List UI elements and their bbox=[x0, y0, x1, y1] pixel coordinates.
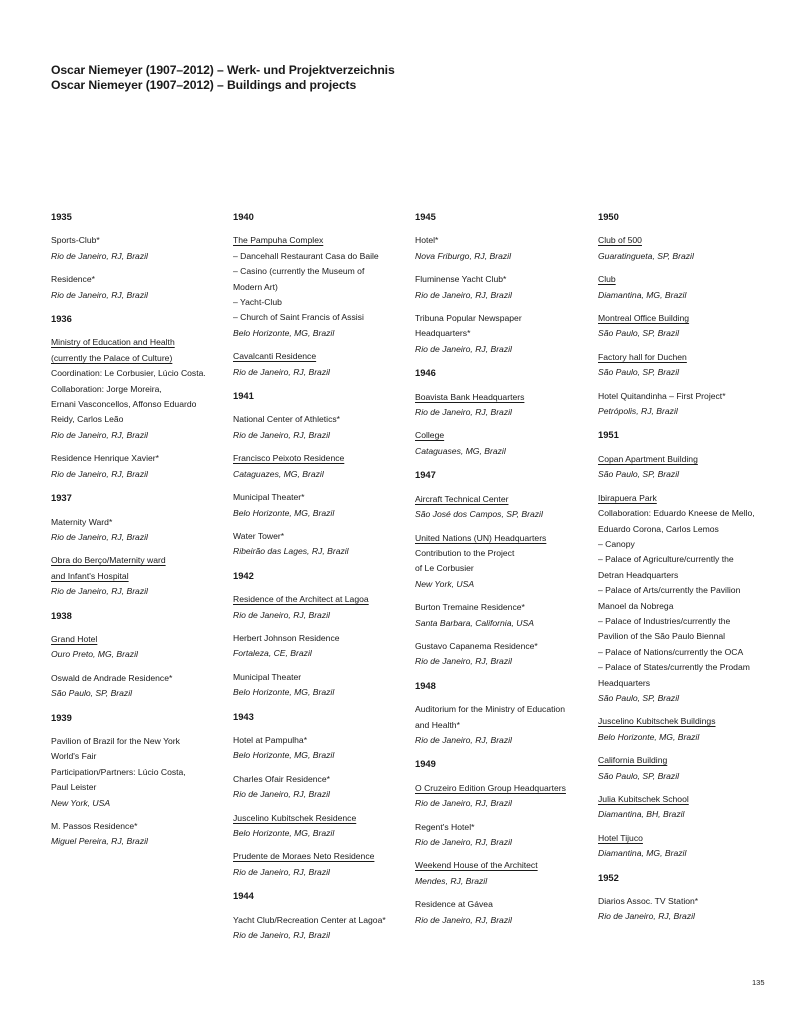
project-detail: – Canopy bbox=[598, 538, 635, 549]
project-location: Guaratingueta, SP, Brazil bbox=[598, 250, 694, 261]
project-title: The Pampuha Complex bbox=[233, 235, 324, 246]
project-location: Rio de Janeiro, RJ, Brazil bbox=[51, 250, 148, 261]
project-location: Rio de Janeiro, RJ, Brazil bbox=[415, 914, 512, 925]
year-heading: 1951 bbox=[598, 429, 619, 441]
project-location: Rio de Janeiro, RJ, Brazil bbox=[415, 289, 512, 300]
project-title: Oswald de Andrade Residence* bbox=[51, 672, 173, 683]
project-location: Rio de Janeiro, RJ, Brazil bbox=[51, 429, 148, 440]
project-location: Diamantina, MG, Brazil bbox=[598, 848, 687, 859]
year-heading: 1947 bbox=[415, 469, 436, 481]
project-location: São Paulo, SP, Brazil bbox=[51, 688, 133, 699]
project-location: New York, USA bbox=[51, 797, 111, 808]
project-detail: Coordination: Le Corbusier, Lúcio Costa. bbox=[51, 368, 206, 379]
project-entry bbox=[598, 452, 774, 483]
project-location: São Paulo, SP, Brazil bbox=[598, 469, 680, 480]
project-entry bbox=[233, 529, 409, 560]
project-title: Water Tower* bbox=[233, 530, 285, 541]
title-english: Oscar Niemeyer (1907–2012) – Buildings and projects bbox=[51, 78, 357, 92]
project-location: Rio de Janeiro, RJ, Brazil bbox=[598, 911, 695, 922]
project-title: Club of 500 bbox=[598, 235, 642, 246]
project-entry bbox=[51, 734, 227, 811]
year-heading: 1937 bbox=[51, 492, 72, 504]
project-entry bbox=[415, 639, 591, 670]
project-location: Rio de Janeiro, RJ, Brazil bbox=[415, 656, 512, 667]
project-title: Francisco Peixoto Residence bbox=[233, 453, 345, 464]
project-location: São Paulo, SP, Brazil bbox=[598, 770, 680, 781]
project-entry bbox=[598, 491, 774, 707]
project-title: Prudente de Moraes Neto Residence bbox=[233, 851, 375, 862]
project-title: Aircraft Technical Center bbox=[415, 493, 509, 504]
project-location: Belo Horizonte, MG, Brazil bbox=[233, 750, 335, 761]
project-detail: – Church of Saint Francis of Assisi bbox=[233, 312, 364, 323]
project-entry bbox=[415, 492, 591, 523]
project-entry bbox=[415, 702, 591, 748]
project-detail: Eduardo Corona, Carlos Lemos bbox=[598, 523, 719, 534]
project-title: Diarios Assoc. TV Station* bbox=[598, 896, 699, 907]
project-title: United Nations (UN) Headquarters bbox=[415, 532, 547, 543]
project-title: Municipal Theater bbox=[233, 671, 302, 682]
project-title: Ministry of Education and Health bbox=[51, 337, 175, 348]
project-entry bbox=[51, 335, 227, 443]
project-title: Boavista Bank Headquarters bbox=[415, 391, 525, 402]
project-location: Ribeirão das Lages, RJ, Brazil bbox=[233, 546, 349, 557]
project-location: Rio de Janeiro, RJ, Brazil bbox=[233, 366, 330, 377]
project-title: Herbert Johnson Residence bbox=[233, 632, 340, 643]
project-title: M. Passos Residence* bbox=[51, 821, 138, 831]
project-detail: Collaboration: Jorge Moreira, bbox=[51, 383, 162, 394]
project-title: National Center of Athletics* bbox=[233, 414, 341, 425]
project-detail: and Health* bbox=[415, 719, 460, 730]
project-entry bbox=[415, 820, 591, 851]
project-location: Diamantina, MG, Brazil bbox=[598, 289, 687, 300]
project-location: Rio de Janeiro, RJ, Brazil bbox=[415, 407, 512, 418]
project-entry bbox=[233, 670, 409, 701]
year-heading: 1939 bbox=[51, 711, 72, 723]
project-title: California Building bbox=[598, 755, 668, 766]
project-title: Julia Kubitschek School bbox=[598, 794, 689, 804]
project-entry bbox=[415, 897, 591, 928]
project-title: Juscelino Kubitschek Residence bbox=[233, 812, 357, 823]
project-title: Hotel Quitandinha – First Project* bbox=[598, 390, 726, 401]
project-title: Ibirapuera Park bbox=[598, 492, 657, 503]
project-location: Rio de Janeiro, RJ, Brazil bbox=[51, 531, 148, 542]
project-title: Factory hall for Duchen bbox=[598, 351, 687, 362]
project-detail: – Palace of Nations/currently the OCA bbox=[598, 646, 744, 657]
project-location: Cataguases, MG, Brazil bbox=[415, 445, 506, 456]
project-location: Belo Horizonte, MG, Brazil bbox=[233, 507, 335, 518]
project-location: Rio de Janeiro, RJ, Brazil bbox=[415, 734, 512, 745]
project-detail: – Palace of Arts/currently the Pavilion bbox=[598, 585, 741, 596]
project-detail: Headquarters bbox=[598, 677, 651, 688]
project-detail: – Dancehall Restaurant Casa do Baile bbox=[233, 250, 379, 261]
project-detail: Collaboration: Eduardo Kneese de Mello, bbox=[598, 508, 755, 519]
year-heading: 1945 bbox=[415, 211, 436, 222]
project-detail: Modern Art) bbox=[233, 281, 278, 292]
year-heading: 1949 bbox=[415, 758, 436, 770]
project-location: Belo Horizonte, MG, Brazil bbox=[233, 327, 335, 338]
project-title: Regent's Hotel* bbox=[415, 821, 475, 832]
column-2 bbox=[233, 207, 409, 951]
project-title: Charles Ofair Residence* bbox=[233, 773, 330, 784]
project-location: Nova Friburgo, RJ, Brazil bbox=[415, 250, 511, 261]
year-heading: 1936 bbox=[51, 313, 72, 325]
year-heading: 1946 bbox=[415, 367, 436, 379]
project-entry bbox=[51, 233, 227, 264]
project-title: Municipal Theater* bbox=[233, 492, 305, 503]
project-detail: – Palace of States/currently the Prodam bbox=[598, 662, 750, 673]
page-header bbox=[51, 63, 395, 93]
project-detail: Pavilion of the São Paulo Biennal bbox=[598, 631, 726, 642]
project-title: Hotel at Pampulha* bbox=[233, 734, 308, 745]
project-location: Rio de Janeiro, RJ, Brazil bbox=[233, 866, 330, 877]
project-entry bbox=[233, 811, 409, 842]
project-title: Weekend House of the Architect bbox=[415, 860, 538, 871]
project-title: Residence at Gávea bbox=[415, 899, 493, 910]
year-heading: 1950 bbox=[598, 211, 619, 222]
project-detail: – Palace of Agriculture/currently the bbox=[598, 554, 734, 565]
project-detail: – Casino (currently the Museum of bbox=[233, 266, 365, 277]
project-location: Rio de Janeiro, RJ, Brazil bbox=[233, 789, 330, 800]
project-title: Hotel Tijuco bbox=[598, 832, 643, 843]
project-location: São José dos Campos, SP, Brazil bbox=[415, 509, 543, 520]
project-location: São Paulo, SP, Brazil bbox=[598, 692, 680, 703]
project-entry bbox=[233, 849, 409, 880]
project-entry bbox=[51, 553, 227, 599]
project-location: Rio de Janeiro, RJ, Brazil bbox=[415, 798, 512, 809]
year-heading: 1938 bbox=[51, 609, 72, 621]
project-detail: of Le Corbusier bbox=[415, 563, 474, 574]
project-location: Fortaleza, CE, Brazil bbox=[233, 648, 312, 659]
project-detail: (currently the Palace of Culture) bbox=[51, 352, 173, 363]
project-entry bbox=[598, 753, 774, 784]
project-entry bbox=[598, 714, 774, 745]
project-detail: Reidy, Carlos Leão bbox=[51, 414, 124, 425]
project-entry bbox=[51, 632, 227, 663]
project-title: Tribuna Popular Newspaper bbox=[415, 313, 522, 324]
year-heading: 1940 bbox=[233, 211, 254, 222]
project-location: Cataguazes, MG, Brazil bbox=[233, 468, 324, 479]
project-entry bbox=[415, 272, 591, 303]
project-location: Rio de Janeiro, RJ, Brazil bbox=[51, 289, 148, 300]
project-detail: – Yacht-Club bbox=[233, 297, 282, 308]
project-detail: World's Fair bbox=[51, 751, 97, 762]
project-entry bbox=[233, 733, 409, 764]
project-title: Juscelino Kubitschek Buildings bbox=[598, 716, 716, 727]
project-title: Hotel* bbox=[415, 235, 439, 246]
year-heading: 1952 bbox=[598, 871, 619, 883]
project-entry bbox=[233, 451, 409, 482]
project-entry bbox=[233, 349, 409, 380]
project-title: Pavilion of Brazil for the New York bbox=[51, 735, 180, 746]
project-entry bbox=[598, 311, 774, 342]
project-detail: Paul Leister bbox=[51, 782, 97, 793]
project-entry bbox=[598, 272, 774, 303]
project-location: Belo Horizonte, MG, Brazil bbox=[598, 731, 700, 742]
project-entry bbox=[415, 390, 591, 421]
project-title: Burton Tremaine Residence* bbox=[415, 602, 525, 613]
project-entry bbox=[51, 515, 227, 546]
project-detail: Manoel da Nobrega bbox=[598, 600, 674, 611]
column-3 bbox=[415, 207, 591, 936]
column-4 bbox=[598, 207, 774, 933]
project-location: São Paulo, SP, Brazil bbox=[598, 328, 680, 339]
project-detail: Ernani Vasconcellos, Affonso Eduardo bbox=[51, 399, 197, 410]
project-entry bbox=[51, 451, 227, 482]
project-entry bbox=[415, 600, 591, 631]
year-heading: 1948 bbox=[415, 679, 436, 691]
project-entry bbox=[415, 531, 591, 593]
project-location: Miguel Pereira, RJ, Brazil bbox=[51, 836, 148, 847]
project-entry bbox=[51, 671, 227, 702]
project-location: Santa Barbara, California, USA bbox=[415, 617, 534, 628]
project-entry bbox=[233, 233, 409, 341]
project-title: College bbox=[415, 430, 445, 441]
project-location: Belo Horizonte, MG, Brazil bbox=[233, 828, 335, 838]
project-location: São Paulo, SP, Brazil bbox=[598, 367, 680, 378]
project-title: Gustavo Capanema Residence* bbox=[415, 640, 538, 651]
project-location: Rio de Janeiro, RJ, Brazil bbox=[51, 586, 148, 597]
project-location: Mendes, RJ, Brazil bbox=[415, 875, 488, 886]
project-location: Rio de Janeiro, RJ, Brazil bbox=[415, 343, 512, 354]
project-entry bbox=[415, 311, 591, 357]
project-detail: Detran Headquarters bbox=[598, 569, 679, 580]
project-detail: and Infant's Hospital bbox=[51, 570, 129, 581]
project-title: Sports-Club* bbox=[51, 235, 100, 246]
project-title: Club bbox=[598, 274, 616, 285]
project-detail: Contribution to the Project bbox=[415, 547, 515, 558]
project-title: Residence* bbox=[51, 274, 95, 285]
project-title: O Cruzeiro Edition Group Headquarters bbox=[415, 782, 566, 793]
project-title: Cavalcanti Residence bbox=[233, 351, 317, 362]
project-entry bbox=[598, 233, 774, 264]
project-location: Petrópolis, RJ, Brazil bbox=[598, 406, 678, 417]
project-title: Montreal Office Building bbox=[598, 313, 690, 324]
project-title: Copan Apartment Building bbox=[598, 453, 698, 464]
project-location: Rio de Janeiro, RJ, Brazil bbox=[415, 837, 512, 847]
project-location: Rio de Janeiro, RJ, Brazil bbox=[233, 429, 330, 440]
project-title: Maternity Ward* bbox=[51, 516, 113, 527]
year-heading: 1942 bbox=[233, 569, 254, 581]
project-entry bbox=[415, 781, 591, 812]
project-entry bbox=[51, 272, 227, 303]
page-number: 135 bbox=[752, 978, 765, 987]
column-1 bbox=[51, 207, 227, 858]
project-entry bbox=[598, 894, 774, 925]
project-title: Obra do Berço/Maternity ward bbox=[51, 555, 166, 566]
project-location: Rio de Janeiro, RJ, Brazil bbox=[233, 930, 330, 941]
project-title: Yacht Club/Recreation Center at Lagoa* bbox=[233, 914, 386, 925]
title-german: Oscar Niemeyer (1907–2012) – Werk- und Projektverzeichnis bbox=[51, 63, 395, 77]
project-title: Residence Henrique Xavier* bbox=[51, 453, 159, 464]
project-entry bbox=[415, 233, 591, 264]
project-detail: Headquarters* bbox=[415, 328, 471, 339]
year-heading: 1943 bbox=[233, 710, 254, 722]
project-entry bbox=[233, 490, 409, 521]
project-detail: – Palace of Industries/currently the bbox=[598, 615, 731, 626]
project-location: Diamantina, BH, Brazil bbox=[598, 809, 685, 820]
year-heading: 1935 bbox=[51, 211, 72, 222]
project-entry bbox=[415, 858, 591, 889]
project-location: Belo Horizonte, MG, Brazil bbox=[233, 687, 335, 698]
project-entry bbox=[598, 389, 774, 420]
project-title: Grand Hotel bbox=[51, 633, 98, 644]
project-entry bbox=[233, 592, 409, 623]
project-entry bbox=[51, 819, 227, 850]
project-location: Rio de Janeiro, RJ, Brazil bbox=[51, 468, 148, 479]
project-title: Auditorium for the Ministry of Education bbox=[415, 704, 565, 715]
project-entry bbox=[415, 428, 591, 459]
project-entry bbox=[598, 792, 774, 823]
project-title: Residence of the Architect at Lagoa bbox=[233, 594, 369, 605]
project-location: Rio de Janeiro, RJ, Brazil bbox=[233, 609, 330, 620]
project-entry bbox=[598, 350, 774, 381]
project-entry bbox=[598, 831, 774, 862]
project-entry bbox=[233, 412, 409, 443]
project-location: Ouro Preto, MG, Brazil bbox=[51, 649, 138, 660]
project-detail: Participation/Partners: Lúcio Costa, bbox=[51, 766, 186, 777]
year-heading: 1944 bbox=[233, 890, 254, 902]
project-entry bbox=[233, 913, 409, 944]
project-entry bbox=[233, 631, 409, 662]
year-heading: 1941 bbox=[233, 390, 254, 402]
project-entry bbox=[233, 772, 409, 803]
project-location: New York, USA bbox=[415, 578, 475, 589]
project-title: Fluminense Yacht Club* bbox=[415, 274, 507, 285]
